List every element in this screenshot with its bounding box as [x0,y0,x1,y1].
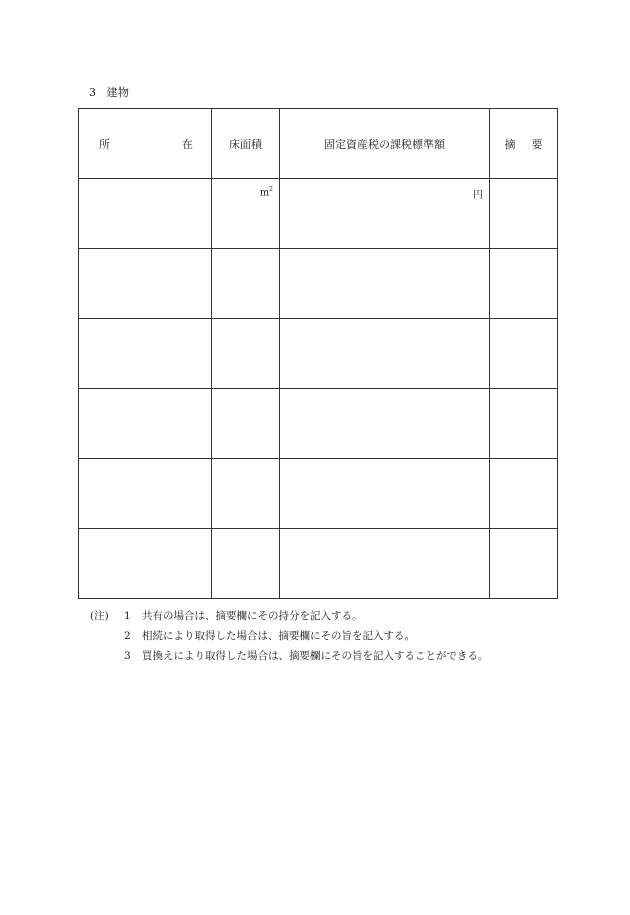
note-text: 共有の場合は、摘要欄にその持分を記入する。 [142,610,363,622]
note-number: 3 [124,650,131,662]
note-text: 相続により取得した場合は、摘要欄にその旨を記入する。 [142,630,415,642]
floor-area-cell[interactable] [212,389,280,459]
header-location-right: 在 [182,137,193,151]
floor-area-cell[interactable] [212,459,280,529]
header-location-left: 所 [99,137,110,151]
summary-cell[interactable] [490,179,558,249]
floor-area-cell[interactable] [212,529,280,599]
table-row [79,249,558,319]
tax-value-cell[interactable] [280,249,490,319]
summary-cell[interactable] [490,319,558,389]
notes [90,606,489,666]
tax-value-cell[interactable] [280,179,490,249]
summary-cell[interactable] [490,459,558,529]
section-number: 3 [89,86,97,99]
location-cell[interactable] [79,249,212,319]
summary-cell[interactable] [490,389,558,459]
header-tax-value: 固定資産税の課税標準額 [280,109,490,179]
table-header-row [79,109,558,179]
table-row [79,529,558,599]
note-number: 1 [124,610,131,622]
table-row [79,389,558,459]
table-row [79,459,558,529]
floor-area-cell[interactable] [212,179,280,249]
table-row [79,179,558,249]
location-cell[interactable] [79,319,212,389]
header-summary-left: 摘 [504,137,516,151]
header-location [79,109,212,179]
tax-value-cell[interactable] [280,529,490,599]
tax-value-cell[interactable] [280,459,490,529]
area-unit: $m^2$ [259,186,273,199]
section-name: 建物 [106,86,130,99]
header-summary [490,109,558,179]
note-item [90,626,489,646]
header-summary-right: 要 [531,137,543,151]
location-cell[interactable] [79,529,212,599]
location-cell[interactable] [79,179,212,249]
floor-area-cell[interactable] [212,319,280,389]
section-title [89,84,130,100]
note-text: 買換えにより取得した場合は、摘要欄にその旨を記入することができる。 [142,650,489,662]
yen-unit: 円 [473,190,483,201]
floor-area-cell[interactable] [212,249,280,319]
note-item [90,606,489,626]
note-number: 2 [124,630,131,642]
summary-cell[interactable] [490,249,558,319]
header-floor-area: 床面積 [212,109,280,179]
note-item [90,646,489,666]
summary-cell[interactable] [490,529,558,599]
table-row [79,319,558,389]
notes-label: (注) [90,610,109,622]
building-table [78,108,558,599]
location-cell[interactable] [79,459,212,529]
location-cell[interactable] [79,389,212,459]
tax-value-cell[interactable] [280,319,490,389]
tax-value-cell[interactable] [280,389,490,459]
